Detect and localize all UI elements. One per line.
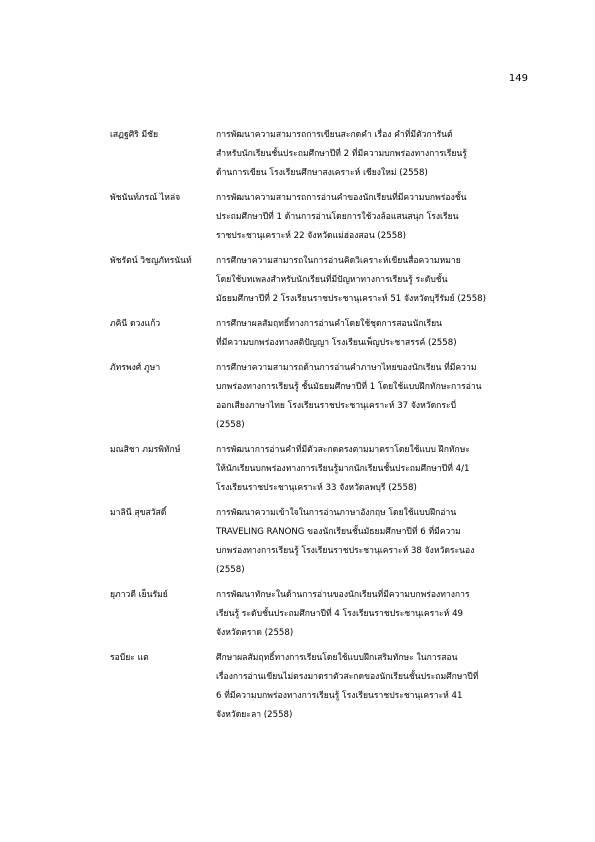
bibliography-entry [110,189,550,246]
page-number: 149 [508,73,528,84]
entry-description-line: การพัฒนาความเข้าใจในการอ่านภาษาอังกฤษ โดยใช้แบบฝึกอ่าน [216,508,457,518]
bibliography-entry [110,315,550,353]
entry-description-line: (2558) [216,565,245,575]
entry-author: ภคินี ดวงแก้ว [110,319,161,329]
entry-description-line: การพัฒนาทักษะในด้านการอ่านของนักเรียนที่มีความบกพร่องทางการ [216,590,470,600]
entry-description [216,441,550,498]
entry-description-line: โรงเรียนราชประชานุเคราะห์ 33 จังหวัดลพบุรี (2558) [216,483,417,493]
entry-description-line: บกพร่องทางการเรียนรู้ โรงเรียนราชประชานุเคราะห์ 38 จังหวัดระนอง [216,546,475,556]
entry-description-line: จังหวัดตราด (2558) [216,628,294,638]
entry-description-line: ประถมศึกษาปีที่ 1 ด้านการอ่านโดยการใช้วงล้อแสนสนุก โรงเรียน [216,212,459,222]
entry-description-line: บกพร่องทางการเรียนรู้ ชั้นมัธยมศึกษาปีที่ 1 โดยใช้แบบฝึกทักษะการอ่าน [216,382,482,392]
entry-description-line: การศึกษาความสามารถในการอ่านคิดวิเคราะห์เขียนสื่อความหมาย [216,256,461,266]
entry-description [216,315,550,353]
entry-description-line: การศึกษาความสามารถด้านการอ่านคำภาษาไทยของนักเรียน ที่มีความ [216,363,477,373]
entry-author: ยุภาวดี เย็นรัมย์ [110,590,168,600]
entry-description [216,586,550,643]
entry-description-line: การพัฒนาการอ่านคำที่มีตัวสะกดตรงตามมาตราโดยใช้แบบ ฝึกทักษะ [216,445,471,455]
entry-description [216,252,550,309]
entry-author: มณสิชา ภมรพิทักษ์ [110,445,181,455]
bibliography-entry [110,441,550,498]
entry-description-line: เรื่องการอ่านเขียนไม่ตรงมาตราตัวสะกดของนักเรียนชั้นประถมศึกษาปีที่ [216,672,479,682]
entry-description [216,649,550,725]
entry-description [216,189,550,246]
entry-description-line: ที่มีความบกพร่องทางสติปัญญา โรงเรียนเพ็ญประชาสรรค์ (2558) [216,338,457,348]
bibliography-entry [110,252,550,309]
entry-description-line: จังหวัดยะลา (2558) [216,710,293,720]
bibliography-entry [110,126,550,183]
entry-description-line: การพัฒนาความสามารถการเขียนสะกดคำ เรื่อง คำที่มีตัวการันต์ [216,130,453,140]
entry-description-line: ออกเสียงภาษาไทย โรงเรียนราชประชานุเคราะห์ 37 จังหวัดกระบี่ [216,401,457,411]
entry-description-line: เรียนรู้ ระดับชั้นประถมศึกษาปีที่ 4 โรงเรียนราชประชานุเคราะห์ 49 [216,609,463,619]
entry-author: พัชนันท์ภรณ์ ไหล่จ [110,193,181,203]
entry-description [216,504,550,580]
bibliography-entry [110,649,550,725]
entry-description-line: (2558) [216,420,245,430]
entry-description-line: โดยใช้บทเพลงสำหรับนักเรียนที่มีปัญหาทางการเรียนรู้ ระดับชั้น [216,275,448,285]
entry-author: ภัทรพงศ์ ภูษา [110,363,161,373]
entry-description-line: สำหรับนักเรียนชั้นประถมศึกษาปีที่ 2 ที่มีความบกพร่องทางการเรียนรู้ [216,149,467,159]
entry-description-line: การศึกษาผลสัมฤทธิ์ทางการอ่านคำโดยใช้ชุดการสอนนักเรียน [216,319,443,329]
entry-description-line: การพัฒนาความสามารถการอ่านคำของนักเรียนที่มีความบกพร่องชั้น [216,193,467,203]
entry-description-line: 6 ที่มีความบกพร่องทางการเรียนรู้ โรงเรียนราชประชานุเคราะห์ 41 [216,691,463,701]
entry-description-line: ให้นักเรียนบกพร่องทางการเรียนรู้มากนักเรียนชั้นประถมศึกษาปีที่ 4/1 [216,464,470,474]
bibliography-list [110,126,550,731]
entry-description-line: ราชประชานุเคราะห์ 22 จังหวัดแม่ฮ่องสอน (2558) [216,231,406,241]
bibliography-entry [110,504,550,580]
entry-author: พัชรัตน์ วิชญภัทรนันท์ [110,256,192,266]
bibliography-entry [110,586,550,643]
entry-description-line: ด้านการเขียน โรงเรียนศึกษาสงเคราะห์ เชียงใหม่ (2558) [216,168,428,178]
entry-description-line: ศึกษาผลสัมฤทธิ์ทางการเรียนโดยใช้แบบฝึกเสริมทักษะ ในการสอน [216,653,458,663]
bibliography-entry [110,359,550,435]
entry-author: มาลินี สุขสวัสดิ์ [110,508,167,518]
entry-author: เสฏฐศิริ มีชัย [110,130,159,140]
entry-description [216,359,550,435]
entry-description-line: มัธยมศึกษาปีที่ 2 โรงเรียนราชประชานุเคราะห์ 51 จังหวัดบุรีรัมย์ (2558) [216,294,486,304]
entry-author: รอบียะ แต [110,653,149,663]
entry-description [216,126,550,183]
entry-description-line: TRAVELING RANONG ของนักเรียนชั้นมัธยมศึกษาปีที่ 6 ที่มีความ [216,527,461,537]
